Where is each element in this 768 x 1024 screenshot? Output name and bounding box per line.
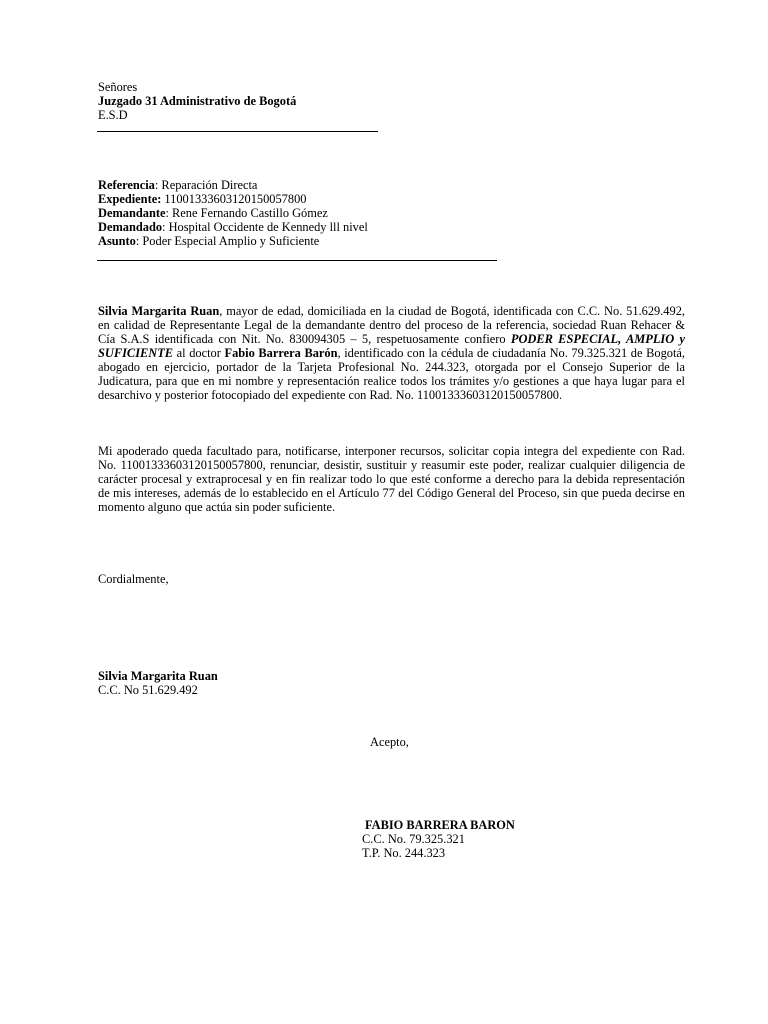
referencia-value: : Reparación Directa <box>154 178 258 192</box>
signer-id: C.C. No 51.629.492 <box>98 683 198 697</box>
p1-text-a: , mayor de edad, domiciliada en la ciudad de Bogotá, identificada con C.C. No. 51.629.492, en calidad de Representante Legal de la demandante dentro del proceso de la referencia, sociedad Ruan Rehacer & Cía S.A.S identificada con Nit. No. 830094305 – 5, respetuosamente confiero <box>98 304 685 346</box>
salutation: Señores <box>98 80 138 94</box>
expediente-line <box>98 192 306 206</box>
referencia-line <box>98 178 257 192</box>
p2-text: Mi apoderado queda facultado para, notificarse, interponer recursos, solicitar copia integra del expediente con Rad. No. 11001333603120150057800, renunciar, desistir, sustituir y reasumir este poder, realizar cualquier diligencia de carácter procesal y extraprocesal y en fin realizar todo lo que esté conforme a derecho para la debida representación de mis intereses, además de lo establecido en el Artículo 77 del Código General del Proceso, sin que pueda decirse en momento alguno que actúa sin poder suficiente. <box>98 444 685 514</box>
attorney-id: C.C. No. 79.325.321 <box>362 832 465 846</box>
p1-text-b: al doctor <box>173 346 225 360</box>
esd-line: E.S.D <box>98 108 128 122</box>
demandante-value: : Rene Fernando Castillo Gómez <box>165 206 328 220</box>
referencia-label: Referencia <box>98 178 155 192</box>
attorney-tp: T.P. No. 244.323 <box>362 846 446 860</box>
p1-text-c: , identificado con la cédula de ciudadanía No. 79.325.321 de Bogotá, abogado en ejercicio, portador de la Tarjeta Profesional No. 244.323, otorgada por el Consejo Superior de la Judicatura, para que en mi nombre y representación realice todos los trámites y/o gestiones a que haya lugar para el desarchivo y posterior fotocopiado del expediente con Rad. No. 11001333603120150057800. <box>98 346 686 402</box>
header-divider <box>97 131 378 132</box>
demandado-label: Demandado <box>98 220 163 234</box>
asunto-value: : Poder Especial Amplio y Suficiente <box>135 234 320 248</box>
demandante-line <box>98 206 328 220</box>
acceptance: Acepto, <box>370 735 409 749</box>
power-type: PODER ESPECIAL, AMPLIO y SUFICIENTE <box>98 332 685 360</box>
demandado-value: : Hospital Occidente de Kennedy lll nivel <box>162 220 368 234</box>
grantor-name: Silvia Margarita Ruan <box>98 304 220 318</box>
body-paragraph-2 <box>98 444 685 514</box>
asunto-label: Asunto <box>98 234 136 248</box>
expediente-value: 11001333603120150057800 <box>161 192 307 206</box>
expediente-label: Expediente: <box>98 192 162 206</box>
reference-divider <box>97 260 497 261</box>
court-name: Juzgado 31 Administrativo de Bogotá <box>98 94 297 108</box>
body-paragraph-1 <box>98 304 685 402</box>
demandante-label: Demandante <box>98 206 166 220</box>
asunto-line <box>98 234 319 248</box>
farewell: Cordialmente, <box>98 572 169 586</box>
signer-name: Silvia Margarita Ruan <box>98 669 218 683</box>
demandado-line <box>98 220 368 234</box>
attorney-name-inline: Fabio Barrera Barón <box>224 346 338 360</box>
attorney-signature-name: FABIO BARRERA BARON <box>365 818 515 832</box>
